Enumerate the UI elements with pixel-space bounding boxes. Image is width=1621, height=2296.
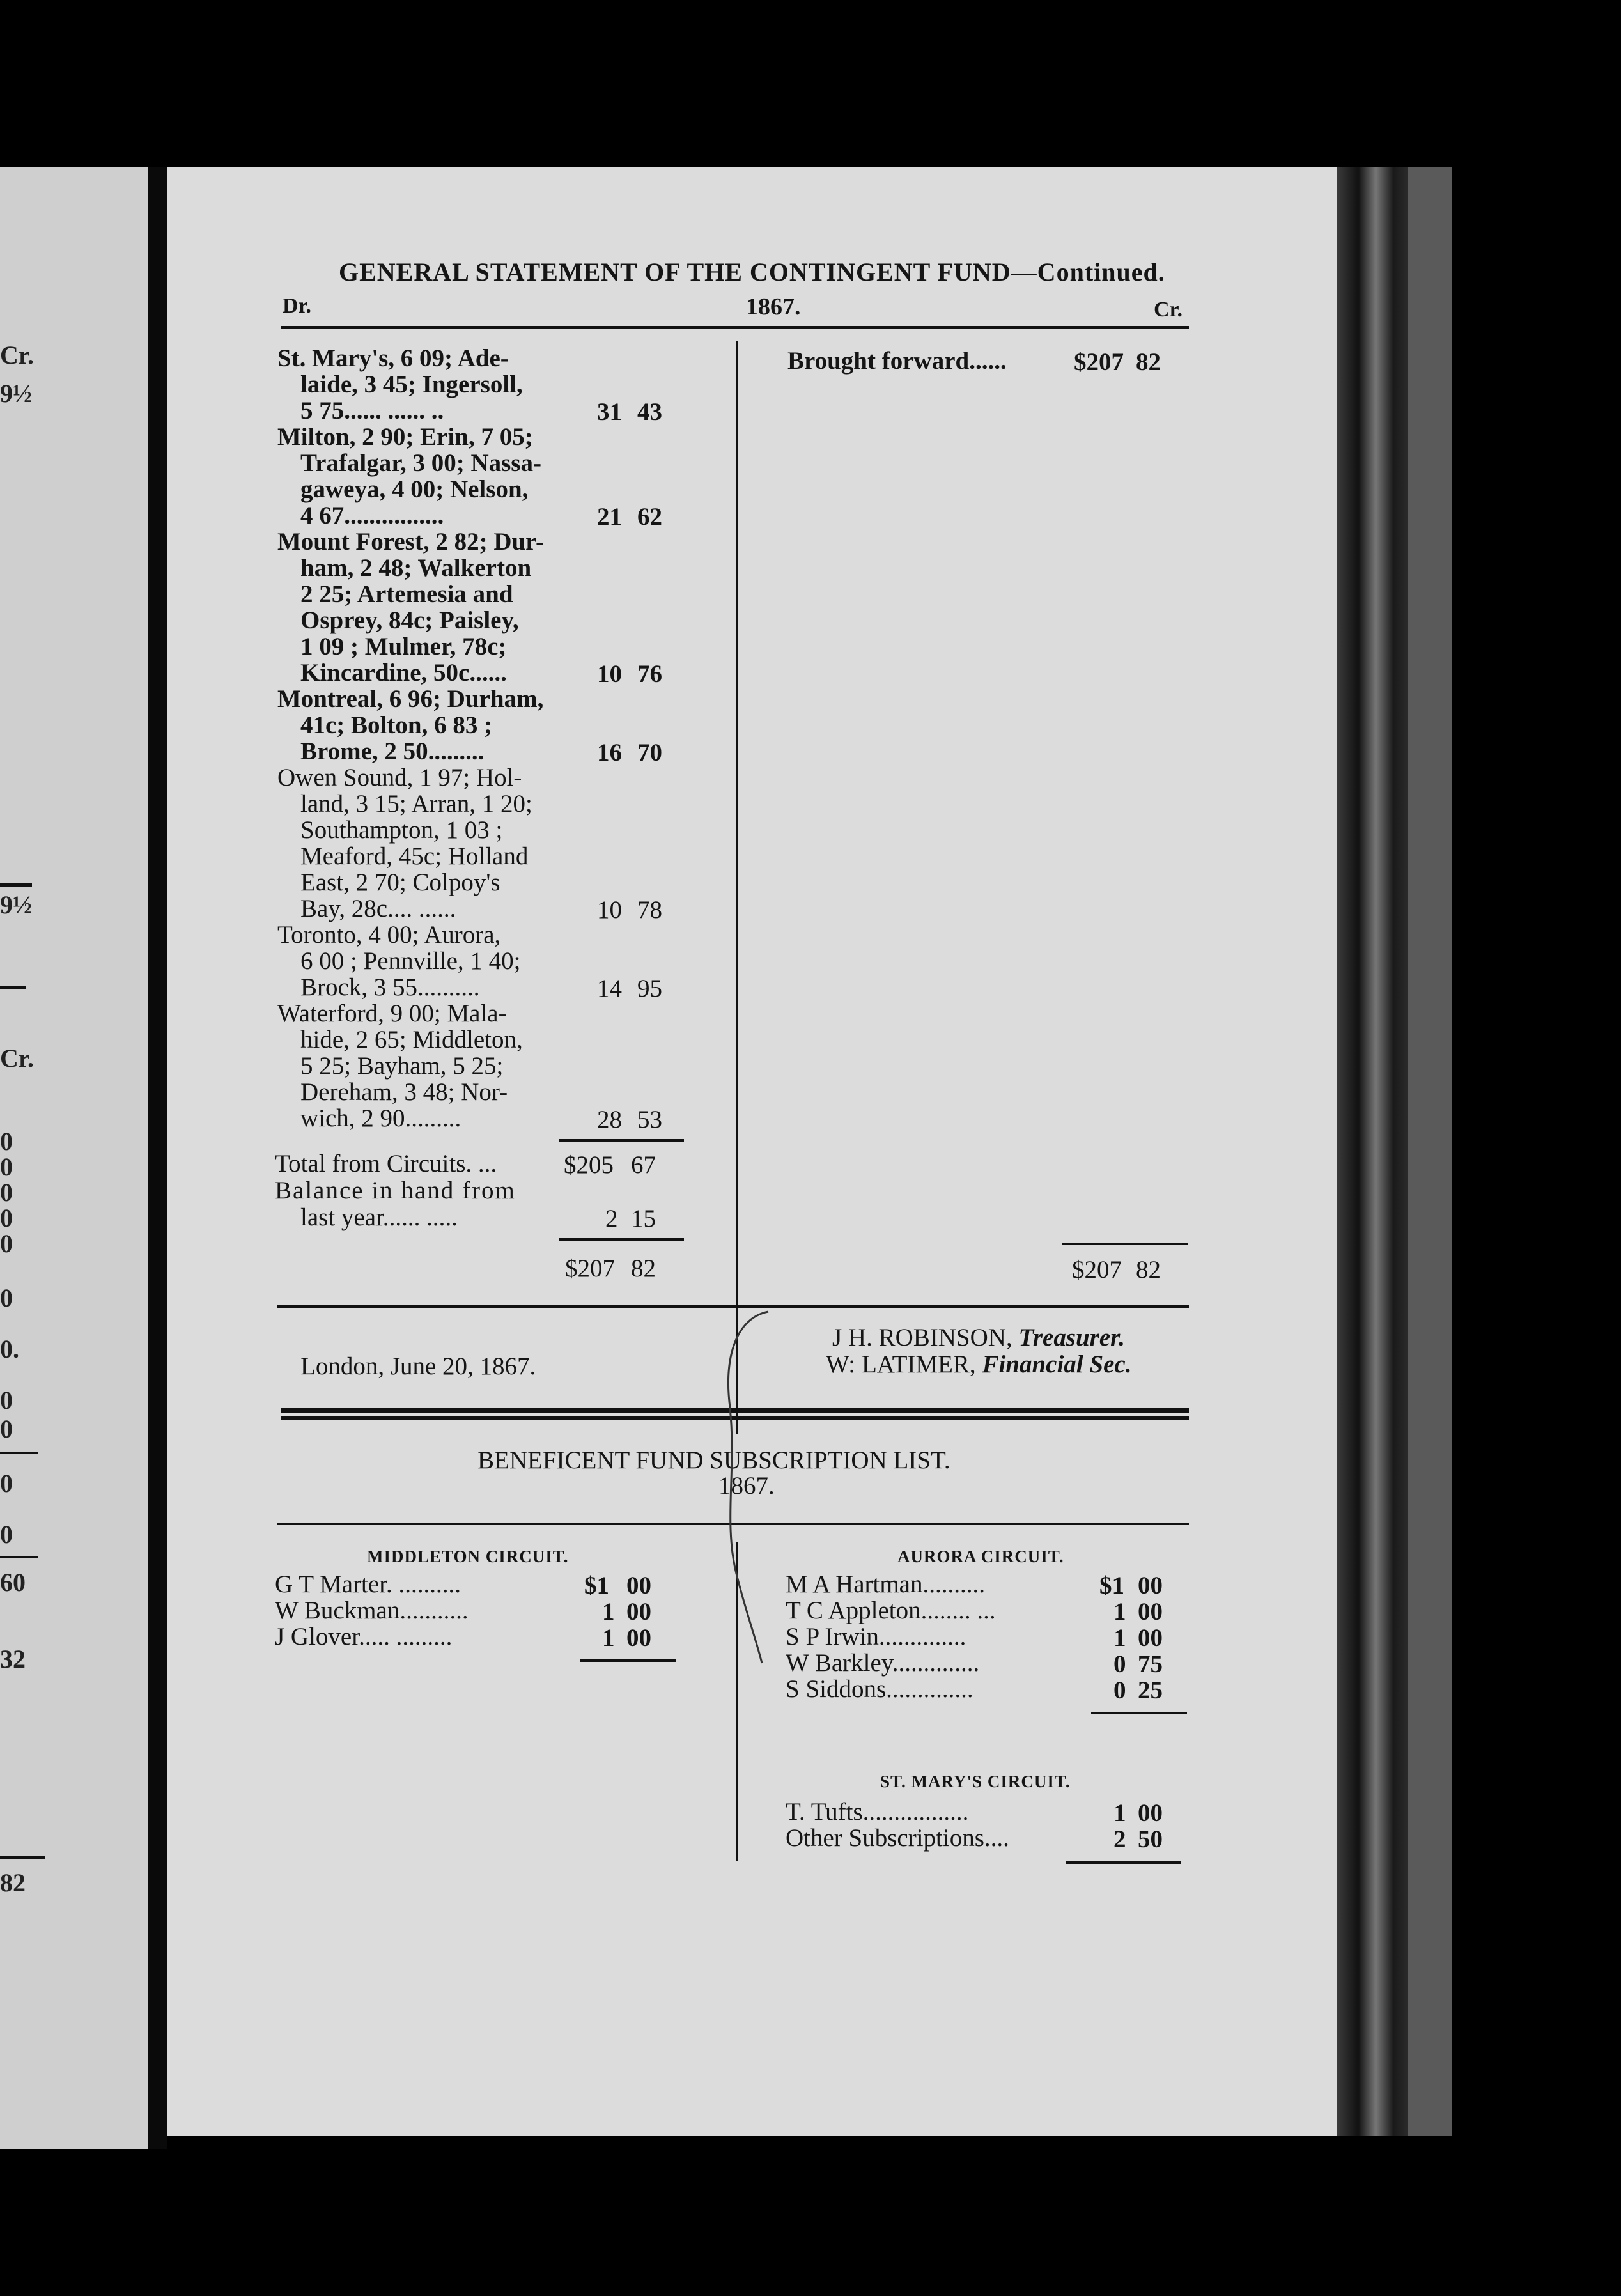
statement-year: 1867. <box>746 293 801 320</box>
aurora-total-rule <box>1091 1712 1187 1714</box>
entry-dollars: 10 <box>597 896 622 924</box>
beneficent-title: BENEFICENT FUND SUBSCRIPTION LIST. <box>477 1447 950 1474</box>
entry-line: Milton, 2 90; Erin, 7 05; <box>277 423 533 451</box>
left-fragment-num: 32 <box>0 1645 26 1673</box>
entry-line: St. Mary's, 6 09; Ade- <box>277 345 509 372</box>
balance-cents: 15 <box>631 1205 656 1232</box>
aurora-name: W Barkley.............. <box>786 1649 980 1677</box>
beneficent-year: 1867. <box>718 1472 775 1500</box>
entry-line: Mount Forest, 2 82; Dur- <box>277 528 545 555</box>
left-rule <box>0 986 26 989</box>
middleton-cents: 00 <box>626 1624 651 1652</box>
entry-dollars: 31 <box>597 398 622 426</box>
entry-line: Brome, 2 50......... <box>300 738 485 765</box>
entry-line: land, 3 15; Arran, 1 20; <box>300 790 532 818</box>
aurora-cents: 00 <box>1138 1572 1163 1599</box>
left-fragment-num: 82 <box>0 1868 26 1897</box>
page-edge-outer <box>1408 167 1452 2136</box>
aurora-dollars: 0 <box>1113 1650 1126 1678</box>
aurora-name: S P Irwin.............. <box>786 1623 966 1650</box>
document-page <box>167 167 1337 2136</box>
entry <box>277 1000 523 1131</box>
stmarys-name: T. Tufts................. <box>786 1798 969 1826</box>
brought-forward-dollars: $207 <box>1074 348 1124 376</box>
column-divider <box>736 341 738 1434</box>
entry-line: gaweya, 4 00; Nelson, <box>300 476 529 503</box>
entry-dollars: 14 <box>597 975 622 1002</box>
right-total-dollars: $207 <box>1072 1256 1122 1284</box>
aurora-name: S Siddons.............. <box>786 1675 973 1703</box>
entry-line: Trafalgar, 3 00; Nassa- <box>300 449 541 477</box>
page-edge <box>1337 167 1408 2136</box>
entry-cents: 70 <box>637 739 662 766</box>
aurora-heading: AURORA CIRCUIT. <box>897 1547 1064 1566</box>
middleton-dollars: 1 <box>602 1624 615 1652</box>
middleton-dollars: 1 <box>602 1598 615 1625</box>
left-fragment-num: 0. <box>0 1335 19 1363</box>
entry-line: Toronto, 4 00; Aurora, <box>277 921 501 949</box>
brought-forward-cents: 82 <box>1136 348 1161 376</box>
left-fragment-num: 0 <box>0 1127 13 1156</box>
entry-line: 1 09 ; Mulmer, 78c; <box>300 633 507 660</box>
stmarys-dollars: 1 <box>1113 1799 1126 1827</box>
middleton-name: G T Marter. .......... <box>275 1571 461 1598</box>
entry <box>277 424 541 529</box>
left-fragment-num: 0 <box>0 1284 13 1312</box>
stmarys-heading: ST. MARY'S CIRCUIT. <box>880 1772 1071 1791</box>
aurora-cents: 75 <box>1138 1650 1163 1678</box>
left-fragment-num: 0 <box>0 1415 13 1443</box>
aurora-dollars: $1 <box>1099 1572 1124 1599</box>
financial-secretary-signature <box>826 1351 1131 1377</box>
left-rule <box>0 1856 45 1859</box>
middleton-cents: 00 <box>626 1572 651 1599</box>
aurora-cents: 25 <box>1138 1677 1163 1704</box>
left-fragment-num: 0 <box>0 1178 13 1207</box>
balance-label-line2: last year...... ..... <box>300 1204 458 1231</box>
entry-line: 41c; Bolton, 6 83 ; <box>300 711 493 739</box>
aurora-dollars: 0 <box>1113 1677 1126 1704</box>
middleton-name: J Glover..... ......... <box>275 1623 453 1650</box>
left-rule <box>0 883 32 887</box>
statement-title: GENERAL STATEMENT OF THE CONTINGENT FUND—Continued. <box>339 258 1165 286</box>
left-fragment-num: 0 <box>0 1469 13 1498</box>
financial-secretary-name: W: LATIMER, <box>826 1351 976 1378</box>
entry-line: Owen Sound, 1 97; Hol- <box>277 764 522 791</box>
left-fragment-cr: Cr. <box>0 1044 34 1073</box>
middleton-cents: 00 <box>626 1598 651 1625</box>
total-rule <box>559 1238 684 1241</box>
debit-label: Dr. <box>283 294 312 318</box>
entry-dollars: 21 <box>597 503 622 531</box>
treasurer-signature <box>832 1324 1125 1351</box>
balance-label-line1: Balance in hand from <box>275 1177 516 1204</box>
entry-line: Osprey, 84c; Paisley, <box>300 607 519 634</box>
stmarys-cents: 50 <box>1138 1826 1163 1853</box>
entry <box>277 764 532 922</box>
stmarys-dollars: 2 <box>1113 1826 1126 1853</box>
entry <box>277 922 521 1000</box>
left-rule <box>0 1556 38 1558</box>
entry-line: 4 67................ <box>300 502 444 529</box>
entry-line: Waterford, 9 00; Mala- <box>277 1000 507 1027</box>
entry-line: 2 25; Artemesia and <box>300 580 513 608</box>
entry-line: Meaford, 45c; Holland <box>300 842 529 870</box>
entry-line: 6 00 ; Pennville, 1 40; <box>300 947 521 975</box>
entry-cents: 62 <box>637 503 662 531</box>
entry-line: 5 75...... ...... .. <box>300 397 444 424</box>
left-fragment-text: 9½ <box>0 379 32 408</box>
book-spine <box>148 167 167 2149</box>
financial-secretary-title: Financial Sec. <box>982 1351 1132 1378</box>
total-from-circuits-dollars: $205 <box>564 1151 614 1179</box>
middleton-total-rule <box>580 1659 676 1662</box>
aurora-cents: 00 <box>1138 1598 1163 1625</box>
left-fragment-cr: Cr. <box>0 341 34 369</box>
header-rule <box>281 326 1189 329</box>
place-date: London, June 20, 1867. <box>300 1353 536 1380</box>
entry-line: Brock, 3 55.......... <box>300 973 480 1001</box>
left-total-cents: 82 <box>631 1255 656 1282</box>
aurora-cents: 00 <box>1138 1624 1163 1652</box>
entry <box>277 345 523 424</box>
left-fragment-num: 0 <box>0 1386 13 1415</box>
credit-label: Cr. <box>1154 298 1183 322</box>
scratch-mark <box>711 1305 787 1689</box>
aurora-dollars: 1 <box>1113 1598 1126 1625</box>
middleton-dollars: $1 <box>584 1572 609 1599</box>
aurora-dollars: 1 <box>1113 1624 1126 1652</box>
entry-line: East, 2 70; Colpoy's <box>300 869 500 896</box>
stmarys-name: Other Subscriptions.... <box>786 1824 1009 1852</box>
entry-line: wich, 2 90......... <box>300 1105 461 1132</box>
total-from-circuits-label: Total from Circuits. ... <box>275 1150 497 1177</box>
total-from-circuits-cents: 67 <box>631 1151 656 1179</box>
left-rule <box>0 1452 38 1454</box>
entry-cents: 76 <box>637 660 662 688</box>
left-fragment-num: 0 <box>0 1229 13 1258</box>
entry-line: Bay, 28c.... ...... <box>300 895 456 922</box>
left-fragment-num: 0 <box>0 1204 13 1232</box>
left-fragment-text: 9½ <box>0 890 32 919</box>
entry-line: hide, 2 65; Middleton, <box>300 1026 523 1053</box>
subtotal-rule <box>559 1139 684 1142</box>
left-fragment-num: 60 <box>0 1568 26 1597</box>
aurora-name: M A Hartman.......... <box>786 1571 985 1598</box>
left-fragment-num: 0 <box>0 1520 13 1549</box>
middleton-name: W Buckman........... <box>275 1597 469 1624</box>
stmarys-total-rule <box>1066 1861 1181 1864</box>
right-total-rule <box>1062 1243 1188 1245</box>
entry-line: ham, 2 48; Walkerton <box>300 554 532 582</box>
entry-line: 5 25; Bayham, 5 25; <box>300 1052 504 1080</box>
entry-line: Dereham, 3 48; Nor- <box>300 1078 508 1106</box>
brought-forward-label: Brought forward...... <box>787 347 1007 375</box>
entry <box>277 529 544 686</box>
entry-cents: 95 <box>637 975 662 1002</box>
entry-line: Southampton, 1 03 ; <box>300 816 503 844</box>
middleton-heading: MIDDLETON CIRCUIT. <box>367 1547 569 1566</box>
entry-cents: 43 <box>637 398 662 426</box>
entry-cents: 78 <box>637 896 662 924</box>
left-fragment-num: 0 <box>0 1152 13 1181</box>
left-page-fragment <box>0 167 150 2149</box>
entry-line: laide, 3 45; Ingersoll, <box>300 371 523 398</box>
treasurer-name: J H. ROBINSON, <box>832 1324 1012 1351</box>
stmarys-cents: 00 <box>1138 1799 1163 1827</box>
entry-dollars: 28 <box>597 1106 622 1133</box>
left-total-dollars: $207 <box>565 1255 615 1282</box>
entry-line: Montreal, 6 96; Durham, <box>277 685 544 713</box>
entry-dollars: 16 <box>597 739 622 766</box>
entry <box>277 686 543 764</box>
balance-dollars: 2 <box>605 1205 618 1232</box>
entry-line: Kincardine, 50c...... <box>300 659 507 686</box>
entry-cents: 53 <box>637 1106 662 1133</box>
aurora-name: T C Appleton........ ... <box>786 1597 996 1624</box>
right-total-cents: 82 <box>1136 1256 1161 1284</box>
entry-dollars: 10 <box>597 660 622 688</box>
treasurer-title: Treasurer. <box>1018 1324 1125 1351</box>
